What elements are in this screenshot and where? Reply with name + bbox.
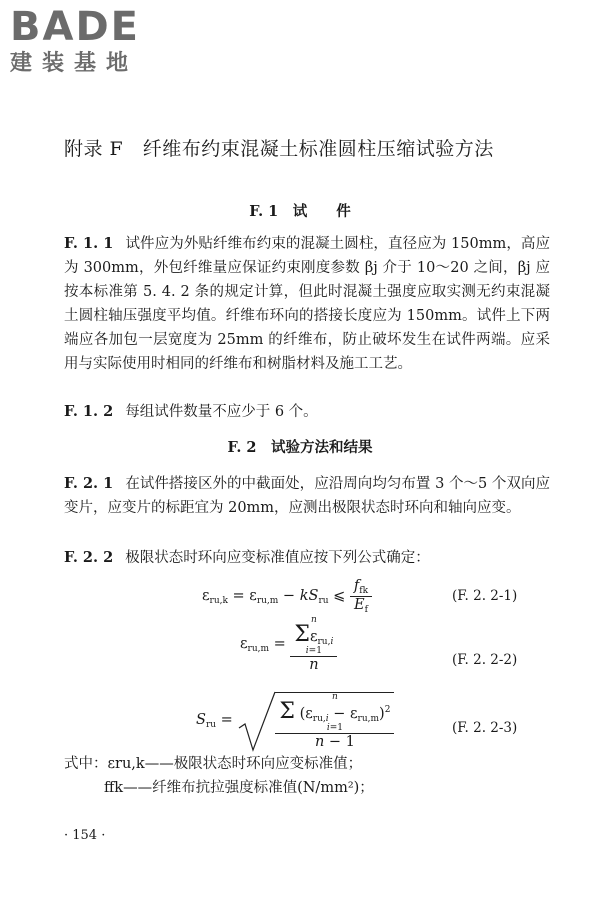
logo-wordmark: BADE [10,4,140,50]
definition-text: ——极限状态时环向应变标准值； [144,756,363,772]
equation-f2-2-3: $S_{ru}$ = n Σ $(\varepsilon_{ru,i} - \varepsilon_{ru,m})^2$ i=1 n − 1 [196,690,394,752]
logo-subtitle: 建装基地 [10,51,139,76]
clause-f12 [64,400,550,424]
definition-symbol: ffk [104,780,124,796]
equation-number: (F. 2. 2-2) [452,652,518,668]
definition-1 [64,752,362,773]
page-title: 附录 F 纤维布约束混凝土标准圆柱压缩试验方法 [64,138,494,160]
clause-f22 [64,546,550,570]
clause-text: 每组试件数量不应少于 6 个。 [125,404,318,420]
clause-number: F. 1. 1 [64,235,114,252]
radical-sign [237,690,277,752]
clause-text: 在试件搭接区外的中截面处，应沿周向均匀布置 3 个～5 个双向应变片，应变片的标距宜为 20mm，应测出极限状态时环向和轴向应变。 [64,476,550,516]
clause-text: 极限状态时环向应变标准值应按下列公式确定： [125,550,430,566]
clause-number: F. 2. 1 [64,475,114,492]
publisher-logo [10,6,180,78]
definition-symbol: 式中：εru,k [64,756,145,772]
equation-f2-2-1: $\varepsilon_{ru,k} = \varepsilon_{ru,m} - kS_{ru}$ ⩽ $\frac{f_{fk}}{E_f}$ [202,578,372,615]
equation-f2-2-2: $\varepsilon_{ru,m}$ = n $\Sigma\varepsilon_{ru,i}$ i=1 n [240,616,337,673]
section-f1-heading: F. 1 试 件 [249,203,351,220]
page-number: · 154 · [64,828,106,843]
definition-text: ——纤维布抗拉强度标准值(N/mm²)； [123,780,374,796]
equation-number: (F. 2. 2-3) [452,720,518,736]
equation-number: (F. 2. 2-1) [452,588,518,604]
clause-text: 试件应为外贴纤维布约束的混凝土圆柱，直径应为 150mm，高应为 300mm，外包纤维量应保证约束刚度参数 βj 介于 10～20 之间，βj 应按本标准第 5. 4. 2 条的规定计算，但此时混凝土强度应取实测无约束混凝土圆柱轴压强度平均值。纤维布环向的搭接长度应为 150mm。试件上下两端应各加包一层宽度为 25mm 的纤维布，防止破坏发生在试件两端。应采用与实际使用时相同的纤维布和树脂材料及施工工艺。 [64,236,550,372]
clause-number: F. 1. 2 [64,403,114,420]
clause-f11 [64,232,550,376]
clause-f21 [64,472,550,520]
section-f2-heading: F. 2 试验方法和结果 [227,439,373,456]
clause-number: F. 2. 2 [64,549,114,566]
definition-2 [104,776,374,797]
